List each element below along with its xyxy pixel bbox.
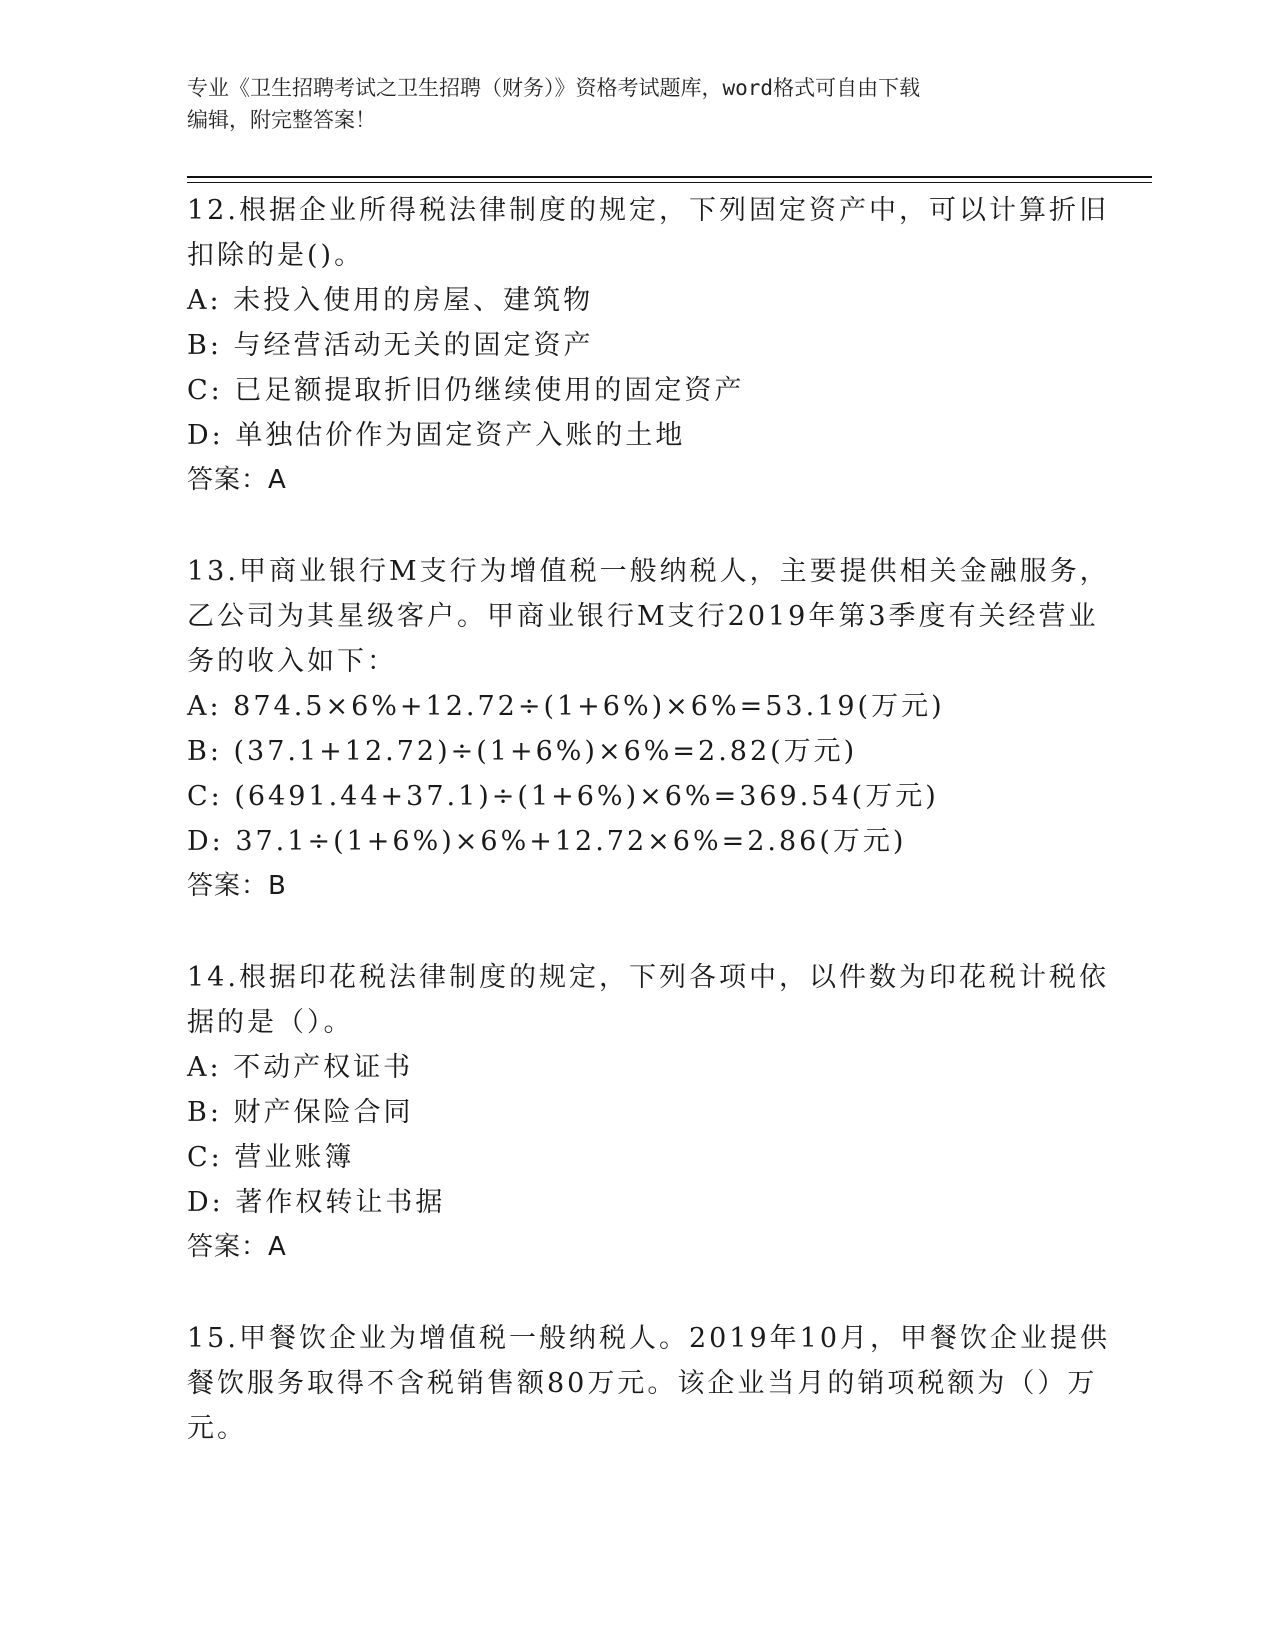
option-a: A: 874.5×6%+12.72÷(1+6%)×6%=53.19(万元) — [187, 691, 945, 722]
question-14 — [187, 955, 1109, 1270]
question-stem-line: 扣除的是()。 — [187, 240, 365, 271]
option-a: A: 未投入使用的房屋、建筑物 — [187, 285, 594, 316]
question-12 — [187, 188, 1109, 503]
question-stem-line: 15.甲餐饮企业为增值税一般纳税人。2019年10月，甲餐饮企业提供 — [187, 1323, 1111, 1354]
option-a: A: 不动产权证书 — [187, 1052, 414, 1083]
question-stem-line: 乙公司为其星级客户。甲商业银行M支行2019年第3季度有关经营业 — [187, 601, 1099, 632]
option-b: B: 与经营活动无关的固定资产 — [187, 330, 594, 361]
question-15 — [187, 1316, 1111, 1451]
header-divider-thin — [187, 182, 1152, 183]
option-c: C: 已足额提取折旧仍继续使用的固定资产 — [187, 375, 745, 406]
option-b: B: (37.1+12.72)÷(1+6%)×6%=2.82(万元) — [187, 736, 858, 767]
header-line-1: 专业《卫生招聘考试之卫生招聘（财务）》资格考试题库，word格式可自由下载 — [187, 76, 921, 100]
question-list — [187, 188, 1111, 1497]
question-stem-line: 12.根据企业所得税法律制度的规定，下列固定资产中，可以计算折旧 — [187, 195, 1109, 226]
question-stem-line: 14.根据印花税法律制度的规定，下列各项中，以件数为印花税计税依 — [187, 962, 1109, 993]
question-13 — [187, 549, 1110, 909]
question-stem-line: 务的收入如下： — [187, 646, 397, 677]
question-stem-line: 13.甲商业银行M支行为增值税一般纳税人，主要提供相关金融服务， — [187, 556, 1110, 587]
header-divider-thick — [187, 176, 1152, 178]
answer-line: 答案：A — [187, 1232, 287, 1262]
option-c: C: (6491.44+37.1)÷(1+6%)×6%=369.54(万元) — [187, 781, 939, 812]
answer-line: 答案：B — [187, 871, 287, 901]
answer-line: 答案：A — [187, 465, 287, 495]
option-b: B: 财产保险合同 — [187, 1097, 414, 1128]
document-header — [187, 72, 1067, 136]
question-stem-line: 餐饮服务取得不含税销售额80万元。该企业当月的销项税额为（）万 — [187, 1368, 1098, 1399]
option-d: D: 单独估价作为固定资产入账的土地 — [187, 420, 686, 451]
option-d: D: 著作权转让书据 — [187, 1187, 446, 1218]
option-d: D: 37.1÷(1+6%)×6%+12.72×6%=2.86(万元) — [187, 826, 907, 857]
option-c: C: 营业账簿 — [187, 1142, 355, 1173]
header-line-2: 编辑，附完整答案！ — [187, 108, 376, 132]
question-stem-line: 据的是（）。 — [187, 1007, 354, 1038]
question-stem-line: 元。 — [187, 1413, 247, 1444]
